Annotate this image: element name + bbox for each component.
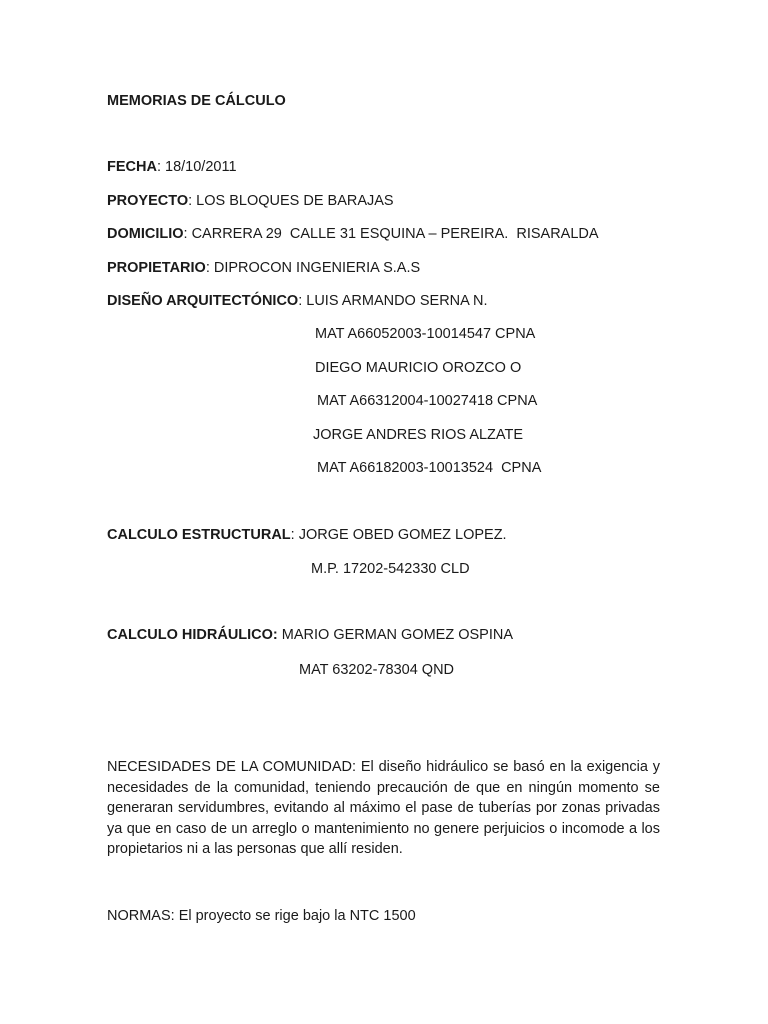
propietario-row bbox=[107, 259, 420, 277]
hidraulico-row bbox=[107, 626, 513, 644]
diseno-mat-2: MAT A66312004-10027418 CPNA bbox=[317, 393, 538, 409]
proyecto-row bbox=[107, 192, 394, 210]
fecha-value: : 18/10/2011 bbox=[156, 159, 237, 175]
estructural-value: : JORGE OBED GOMEZ LOPEZ. bbox=[290, 527, 507, 543]
hidraulico-mat: MAT 63202-78304 QND bbox=[299, 662, 455, 678]
proyecto-label: PROYECTO bbox=[107, 193, 189, 209]
diseno-mat-1: MAT A66052003-10014547 CPNA bbox=[315, 326, 536, 342]
estructural-label: CALCULO ESTRUCTURAL bbox=[107, 527, 291, 543]
diseno-name-3: JORGE ANDRES RIOS ALZATE bbox=[313, 427, 524, 443]
diseno-row bbox=[107, 292, 488, 310]
hidraulico-value: MARIO GERMAN GOMEZ OSPINA bbox=[277, 627, 514, 643]
diseno-name-2: DIEGO MAURICIO OROZCO O bbox=[315, 360, 522, 376]
proyecto-value: : LOS BLOQUES DE BARAJAS bbox=[188, 193, 394, 209]
domicilio-row bbox=[107, 225, 599, 243]
estructural-mp: M.P. 17202-542330 CLD bbox=[311, 561, 470, 577]
propietario-value: : DIPROCON INGENIERIA S.A.S bbox=[205, 260, 421, 276]
diseno-label: DISEÑO ARQUITECTÓNICO bbox=[107, 293, 299, 309]
necesidades-paragraph: NECESIDADES DE LA COMUNIDAD: El diseño hidráulico se basó en la exigencia y necesidades de la comunidad, teniendo precaución de que en ningún momento se generaran servidumbres, evitando al máximo el pase de tuberías por zonas privadas ya que en caso de un arreglo o mantenimiento no genere perjuicios o incomode a los propietarios ni a las personas que allí residen. bbox=[107, 759, 660, 857]
hidraulico-label: CALCULO HIDRÁULICO: bbox=[107, 627, 278, 643]
estructural-row bbox=[107, 526, 507, 544]
diseno-value: : LUIS ARMANDO SERNA N. bbox=[298, 293, 488, 309]
fecha-label: FECHA bbox=[107, 159, 157, 175]
diseno-mat-3: MAT A66182003-10013524 CPNA bbox=[317, 460, 542, 476]
propietario-label: PROPIETARIO bbox=[107, 260, 206, 276]
domicilio-value: : CARRERA 29 CALLE 31 ESQUINA – PEREIRA. RISARALDA bbox=[183, 226, 599, 242]
fecha-row bbox=[107, 158, 237, 176]
domicilio-label: DOMICILIO bbox=[107, 226, 184, 242]
document-title: MEMORIAS DE CÁLCULO bbox=[107, 93, 286, 109]
normas-paragraph: NORMAS: El proyecto se rige bajo la NTC 1500 bbox=[107, 908, 416, 924]
